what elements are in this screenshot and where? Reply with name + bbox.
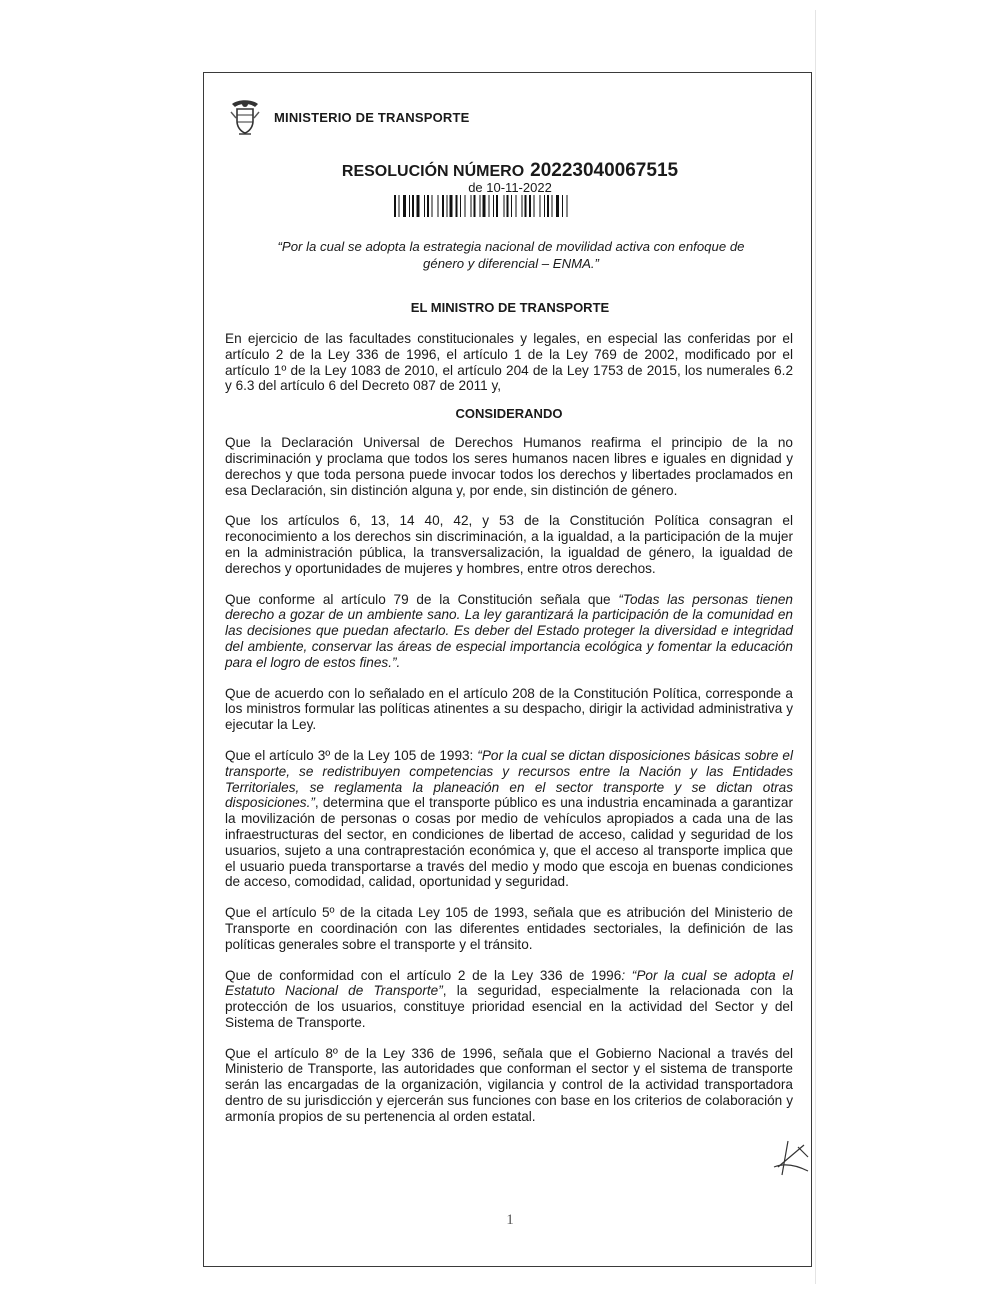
paragraph-3-text: Que conforme al artículo 79 de la Constitución señala que <box>225 591 619 607</box>
considerando-heading: CONSIDERANDO <box>455 406 563 422</box>
scan-edge-line <box>815 10 816 1284</box>
page-number: 1 <box>506 1212 514 1228</box>
ministry-name: MINISTERIO DE TRANSPORTE <box>274 109 470 125</box>
paragraph-7-text-a: Que de conformidad con el artículo 2 de la Ley 336 de 1996 <box>225 967 622 983</box>
document-body <box>225 331 793 1125</box>
letterhead <box>228 98 469 136</box>
subject-line-1: “Por la cual se adopta la estrategia nacional de movilidad activa con enfoque de <box>277 239 745 254</box>
intro-paragraph: En ejercicio de las facultades constitucionales y legales, en especial las conferidas por el artículo 2 de la Ley 336 de 1996, el artículo 1 de la Ley 769 de 2002, modificado por el artículo 1º de la Ley 1083 de 2010, el artículo 204 de la Ley 1753 de 2015, los numerales 6.2 y 6.3 del artículo 6 del Decreto 087 de 2011 y, <box>225 331 793 394</box>
initials-signature <box>768 1137 814 1183</box>
paragraph-3-quote: “Todas las personas tienen derecho a gozar de un ambiente sano. La ley garantizará la participación de la comunidad en las decisiones que puedan afectarlo. Es deber del Estado proteger la diversidad e integridad del ambiente, conservar las áreas de especial importancia ecológica y fomentar la educación para el logro de estos fines.”. <box>225 591 793 670</box>
paragraph-1: Que la Declaración Universal de Derechos Humanos reafirma el principio de la no discriminación y proclama que todos los seres humanos nacen libres e iguales en dignidad y derechos y que toda persona puede invocar todos los derechos y libertades proclamados en esa Declaración, sin distinción alguna y, por ende, sin distinción de género. <box>225 435 793 498</box>
resolution-label: RESOLUCIÓN NÚMERO <box>341 163 525 180</box>
paragraph-7-quote: : “Por la cual se adopta el Estatuto Nacional de Transporte” <box>225 967 793 999</box>
resolution-number: 20223040067515 <box>530 160 679 181</box>
paragraph-5-text-b: , determina que el transporte público es una industria encaminada a garantizar la movilización de personas o cosas por medio de vehículos apropiados a cada una de las infraestructuras del sector, en condiciones de libertad de acceso, calidad y seguridad de los usuarios, sujeto a una contraprestación económica y, que el acceso al transporte implica que el usuario pueda transportarse a través del medio y modo que escoja en buenas condiciones de acceso, comodidad, calidad, oportunidad y seguridad. <box>225 795 793 890</box>
paragraph-6: Que el artículo 5º de la citada Ley 105 de 1993, señala que es atribución del Ministerio de Transporte en coordinación con las diferentes entidades sectoriales, la definición de las políticas generales sobre el transporte y el tránsito. <box>225 905 793 952</box>
authority-heading: EL MINISTRO DE TRANSPORTE <box>410 300 610 315</box>
subject-line-2: género y diferencial – ENMA.” <box>423 256 599 271</box>
paragraph-4: Que de acuerdo con lo señalado en el artículo 208 de la Constitución Política, corresponde a los ministros formular las políticas atinentes a su despacho, dirigir la actividad administrativa y ejecutar la Ley. <box>225 685 793 733</box>
paragraph-5 <box>225 748 793 890</box>
barcode <box>394 195 624 217</box>
paragraph-5-quote: “Por la cual se dictan disposiciones básicas sobre el transporte, se redistribuyen competencias y recursos entre la Nación y las Entidades Territoriales, se reglamenta la planeación en el sector transporte y se dictan otras disposiciones.” <box>225 747 793 811</box>
paragraph-7-text-b: , la seguridad, especialmente la relacionada con la protección de los usuarios, constituye prioridad esencial en la actividad del Sector y del Sistema de Transporte. <box>225 983 793 1030</box>
paragraph-8: Que el artículo 8º de la Ley 336 de 1996, señala que el Gobierno Nacional a través del Ministerio de Transporte, las autoridades que conforman el sector y el sistema de transporte serán las encargadas de la organización, vigilancia y control de la actividad transportadora dentro de su jurisdicción y ejercerán sus funciones con base en los criterios de colaboración y armonía propios de su pertenencia al orden estatal. <box>225 1045 793 1124</box>
paragraph-5-text-a: Que el artículo 3º de la Ley 105 de 1993: <box>225 747 478 763</box>
resolution-title <box>225 160 795 182</box>
paragraph-7 <box>225 968 793 1031</box>
resolution-subject <box>232 238 790 272</box>
paragraph-3 <box>225 592 793 671</box>
resolution-date: de 10-11-2022 <box>468 180 552 195</box>
paragraph-2: Que los artículos 6, 13, 14 40, 42, y 53 de la Constitución Política consagran el reconocimiento a los derechos sin discriminación, a la igualdad, a la participación de la mujer en la administración pública, la transversalización, la igualdad de género, la igualdad de derechos y oportunidades de mujeres y hombres, entre otros derechos. <box>225 513 793 576</box>
colombia-coat-of-arms-icon <box>228 98 262 136</box>
